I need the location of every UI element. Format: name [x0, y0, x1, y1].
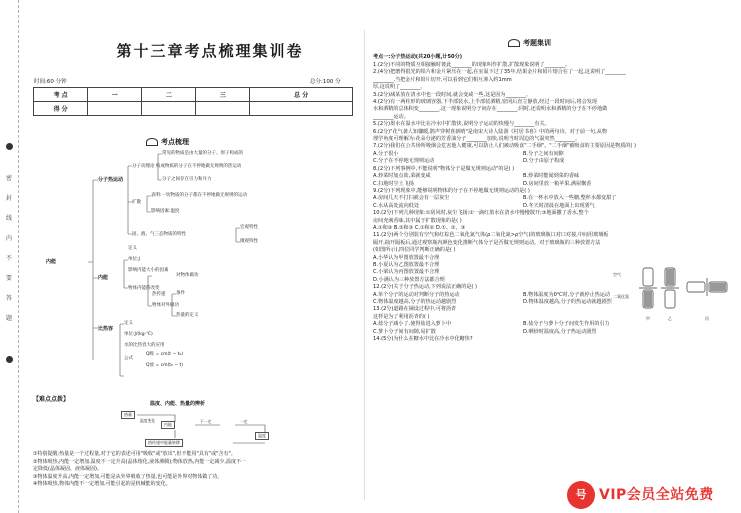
option-row: A.房间几天不打扫就会有一层灰尘 B.在一杯水中放入一些糖,整杯水都变甜了: [373, 195, 617, 202]
score-cell[interactable]: [196, 102, 250, 116]
difficult-notes: [33, 451, 246, 489]
page-title: 第十三章考点梳理集训卷: [116, 42, 304, 60]
node-item: 定义: [128, 246, 137, 251]
punch-hole: [6, 143, 13, 150]
question-line: 3.(2分)减某放在清水中也一段时间,就会变咸一些,这是因为________。: [373, 91, 531, 98]
binding-char: 要: [5, 275, 12, 282]
score-cell[interactable]: [88, 102, 142, 116]
option-row: A.盐分子减小了,使得盐进入萝卜中 B.盐分子与萝卜分子间发生作用的引力: [373, 321, 610, 328]
question-line: 隔开,抽开隔板后,通过观察瓶内颜色变化推断气体分子是否做无规则运动。对于玻璃瓶的三种放置方法: [373, 239, 601, 246]
fig-label: 乙: [668, 316, 672, 321]
total-score: 总分:100 分: [310, 79, 341, 85]
node-molecular: 分子热运动: [98, 177, 124, 183]
score-cell[interactable]: [250, 102, 353, 116]
binding-margin: [0, 0, 19, 513]
node-item: 物体对外做功: [152, 303, 179, 308]
binding-char: 密: [5, 175, 12, 182]
question-line: 厚,这说明了________。: [373, 84, 426, 91]
question-line: 14.(5分)为什么在糖水中比在冷水中化糖快?: [373, 336, 473, 343]
section-title: 考点一:分子热运动(共20小题,计50分): [373, 54, 463, 60]
note-line: 定降低(晶体凝固、液体凝固)。: [33, 466, 102, 472]
binding-char: 题: [5, 315, 12, 322]
node-item: 条件: [176, 291, 185, 296]
question-line: ________,当把金片和铅片切开,可以看到它们相互渗入约1mm: [373, 76, 512, 83]
option-row: C.物体温度越高,分子的热运动越剧烈 D.物体温度越高,分子的热运动就越剧烈: [373, 299, 612, 305]
binding-char: 不: [5, 255, 12, 262]
node-item: 对物体做功: [176, 273, 199, 278]
score-header-cell: 总 分: [250, 88, 353, 102]
vip-logo-icon: 号: [567, 481, 595, 509]
node-item: 影响内能大小的因素: [128, 268, 169, 273]
fig-label: 丙: [705, 316, 709, 321]
score-header-cell: 一: [88, 88, 142, 102]
node-item: 常见的物质是由大量的分子、原子构成的: [162, 151, 243, 156]
node-item: 公式: [124, 356, 133, 361]
mindmap-connectors: [30, 150, 360, 385]
question-line: 2.(4分)把磨得很光的铅片和金片紧压在一起,在室温下过了35年,结果金片和铅片熔合在了一起,这说明了________: [373, 69, 626, 76]
option-row: A.分子很小 B.分子之间有间隙: [373, 150, 564, 157]
node-states: 固、液、气三态物质的特性: [132, 232, 186, 237]
node-diffusion: 扩散: [132, 200, 141, 205]
formula-release: Q放 = cm(t₀ − t): [146, 363, 184, 368]
node-capacity: 比热容: [98, 326, 114, 332]
binding-char: 内: [5, 235, 12, 242]
exercise-heading: 考题集训: [508, 38, 551, 48]
fig-label: 甲: [646, 316, 650, 321]
box-internal-energy: 内能: [161, 421, 175, 429]
node-item: 分子动理论 构成物质的分子在不停地做无规则的热运动: [132, 164, 242, 169]
link-label: 不一定: [200, 419, 212, 424]
score-cell[interactable]: [142, 102, 196, 116]
score-header-cell: 三: [196, 88, 250, 102]
time-limit: 时间:60 分钟: [34, 79, 67, 85]
question-line: 房间充满香味,其中属于扩散现象的是( ): [373, 217, 462, 224]
question-line: 水和酒精的总体积变________,这一现象说明分子间存在________;同时,还说明水和酒精的分子在不停地做: [373, 106, 608, 113]
node-heat: 热传递: [152, 292, 166, 297]
question-line: 6.(2分)"花气袭人知骤暖,鹊声穿树喜新晴"是南宋大诗人陆游《村居书喜》中的两句诗。对于前一句,从物: [373, 128, 607, 135]
concept-diagram: [115, 408, 315, 450]
ornament-icon: [146, 138, 158, 146]
question-line: 9.(2分)下列现象中,能够说明物体的分子在不停地做无规则运动的是( ): [373, 187, 530, 194]
note-line: ②物体吸热,内能一定增加,温度不一定升高(晶体熔化,液体沸腾);物体放热,内能一定减少,温度不一: [33, 458, 247, 465]
node-item: 分子之间存在引力和斥力: [162, 177, 212, 182]
binding-char: 线: [5, 215, 12, 222]
node-internal: 内能: [98, 275, 109, 281]
vip-watermark[interactable]: [563, 478, 741, 513]
question-line: 7.(2分)我们在公共场所吸烟会危害他人健康,可以防止人们被动吸食"二手烟"。"二手烟"被吸食的主要原因是物质的( ): [373, 143, 636, 150]
vip-text: VIP会员全站免费: [599, 487, 714, 503]
binding-char: 封: [5, 195, 12, 202]
node-item: 单位:J/(kg·℃): [124, 332, 153, 337]
fig-label: 二氧化氮: [613, 294, 629, 299]
question-line: 11.(2分)两个分别装有空气和红棕色二氧化氮气体(ρ二氧化氮>ρ空气)的玻璃瓶口对口对接,中间用玻璃板: [373, 232, 609, 239]
option-line: A.小华认为甲图放置最不合理: [373, 254, 440, 261]
note-line: ④物体吸热,物体内能不一定增加,可能引起的是机械能的变化。: [33, 481, 171, 487]
node-item: 表明:一切物质的分子都在不停地做无规则的运动: [151, 193, 248, 198]
binding-char: 答: [5, 295, 12, 302]
node-item: 宏观特性: [240, 225, 258, 230]
option-row: A.炒菜时加点盐,菜就变咸 B.炒菜时能闻到菜的香味: [373, 173, 580, 180]
root-node: 内能: [46, 259, 57, 265]
gas-bottle-figure: [613, 262, 730, 332]
ornament-icon: [508, 39, 520, 47]
option-row: A.单个分子的运动对判断分子的热运动 B.物体温度为0℃时,分子就停止热运动: [373, 291, 611, 298]
score-table: [33, 87, 353, 116]
link-label: 温度变化: [140, 418, 156, 423]
node-item: 热量的定义: [176, 313, 199, 318]
mind-map: [30, 150, 360, 385]
question-line: 5.(2分)墨水在温水中比在冷水中扩散快,说明分子运动的快慢与________有关。: [373, 121, 550, 128]
score-header-cell: 二: [142, 88, 196, 102]
question-line: A.①和③ B.②和③ C.①和② D.①、②、③: [373, 224, 466, 231]
mindmap-heading: 考点梳理: [146, 137, 189, 147]
diagram-title: 温度、内能、热量的辨析: [150, 401, 206, 407]
question-line: 4.(2分)有一两柱形的玻璃容器,下半部装水,上半部装酒精,密闭后直立静放,经过一段时间后,将会发现: [373, 99, 597, 106]
option-row: C.分子在不停地无规则运动 D.分子由原子构成: [373, 158, 565, 165]
page-divider: [364, 30, 365, 500]
option-line: C.小梁认为丙图放置最不合理: [373, 269, 440, 276]
score-value-row: [34, 102, 353, 116]
box-temperature: 温度: [255, 432, 269, 440]
question-line: 12.(2分)关于分子热运动,下列说法正确的是( ): [373, 284, 478, 291]
question-line: 10.(2分)下列几种现象:①刮风时,灰尘飞扬;②一滴红墨水在清水中慢慢散开;③地面撒了香水,整个: [373, 210, 589, 217]
question-line: 8.(2分)下列事例中,不能说明"物体分子是做无规则运动"的是( ): [373, 165, 515, 172]
option-line: B.小夏认为乙图放置最不合理: [373, 261, 440, 268]
link-label: 一定: [240, 419, 248, 424]
question-line: (如图所示),四位同学判断正确的是( ): [373, 247, 456, 254]
fig-label: 空气: [613, 272, 621, 277]
node-item: 影响因素:温度: [151, 209, 180, 214]
punch-hole: [6, 356, 13, 363]
note-line: ①特别提醒:热量是一个过程量,对于它的表述可用"吸收"或"放出",但不能用"具有"或"含有"。: [33, 451, 236, 457]
question-line: ________运动。: [373, 113, 409, 120]
box-heat: 热量: [121, 411, 135, 419]
option-row: C.萝卜分子间有间隙,易扩散 D.晒炒时温度高,分子热运动剧烈: [373, 328, 597, 335]
question-line: 1.(2分)不同的物质互相接触时彼此________的现象叫作扩散,扩散现象说明了________。: [373, 62, 571, 68]
node-item: 水的比热容大的应用: [124, 343, 165, 348]
question-line: 13.(2分)道路在铺设过程中,可将沥青: [373, 306, 457, 313]
node-change: 物体内能的改变: [128, 286, 160, 291]
difficult-heading: 【难点点拨】: [33, 396, 70, 403]
node-item: 单位:J: [128, 257, 140, 262]
option-row: C.水从高处流向低处 D.冬天时清晨在地面上出现雾气: [373, 202, 595, 209]
note-line: ③物体温度升高,内能一定增加,可能是从外界吸收了热量,也可能是外界对物体做了功。: [33, 473, 223, 480]
node-item: 定义: [124, 321, 133, 326]
option-row: C.扫地时尘土飞扬 D.房间里放一箱苹果,满屋飘香: [373, 180, 592, 187]
question-line: 这样是为了利用沥青的( ): [373, 313, 430, 320]
box-transfer: 热传递中能量转移: [145, 439, 183, 447]
node-item: 微观特性: [240, 239, 258, 244]
option-line: D.小满认为三种放置方法都合理: [373, 276, 445, 283]
score-header-row: [34, 88, 353, 102]
formula-absorb: Q吸 = cm(t − t₀): [146, 352, 184, 357]
question-line: 理学角度可理解为:花朵分泌的芳香油分子________加快,说明当时周边的气温突然________。: [373, 136, 581, 143]
score-row-label: 得 分: [34, 102, 88, 116]
score-header-cell: 考 点: [34, 88, 88, 102]
